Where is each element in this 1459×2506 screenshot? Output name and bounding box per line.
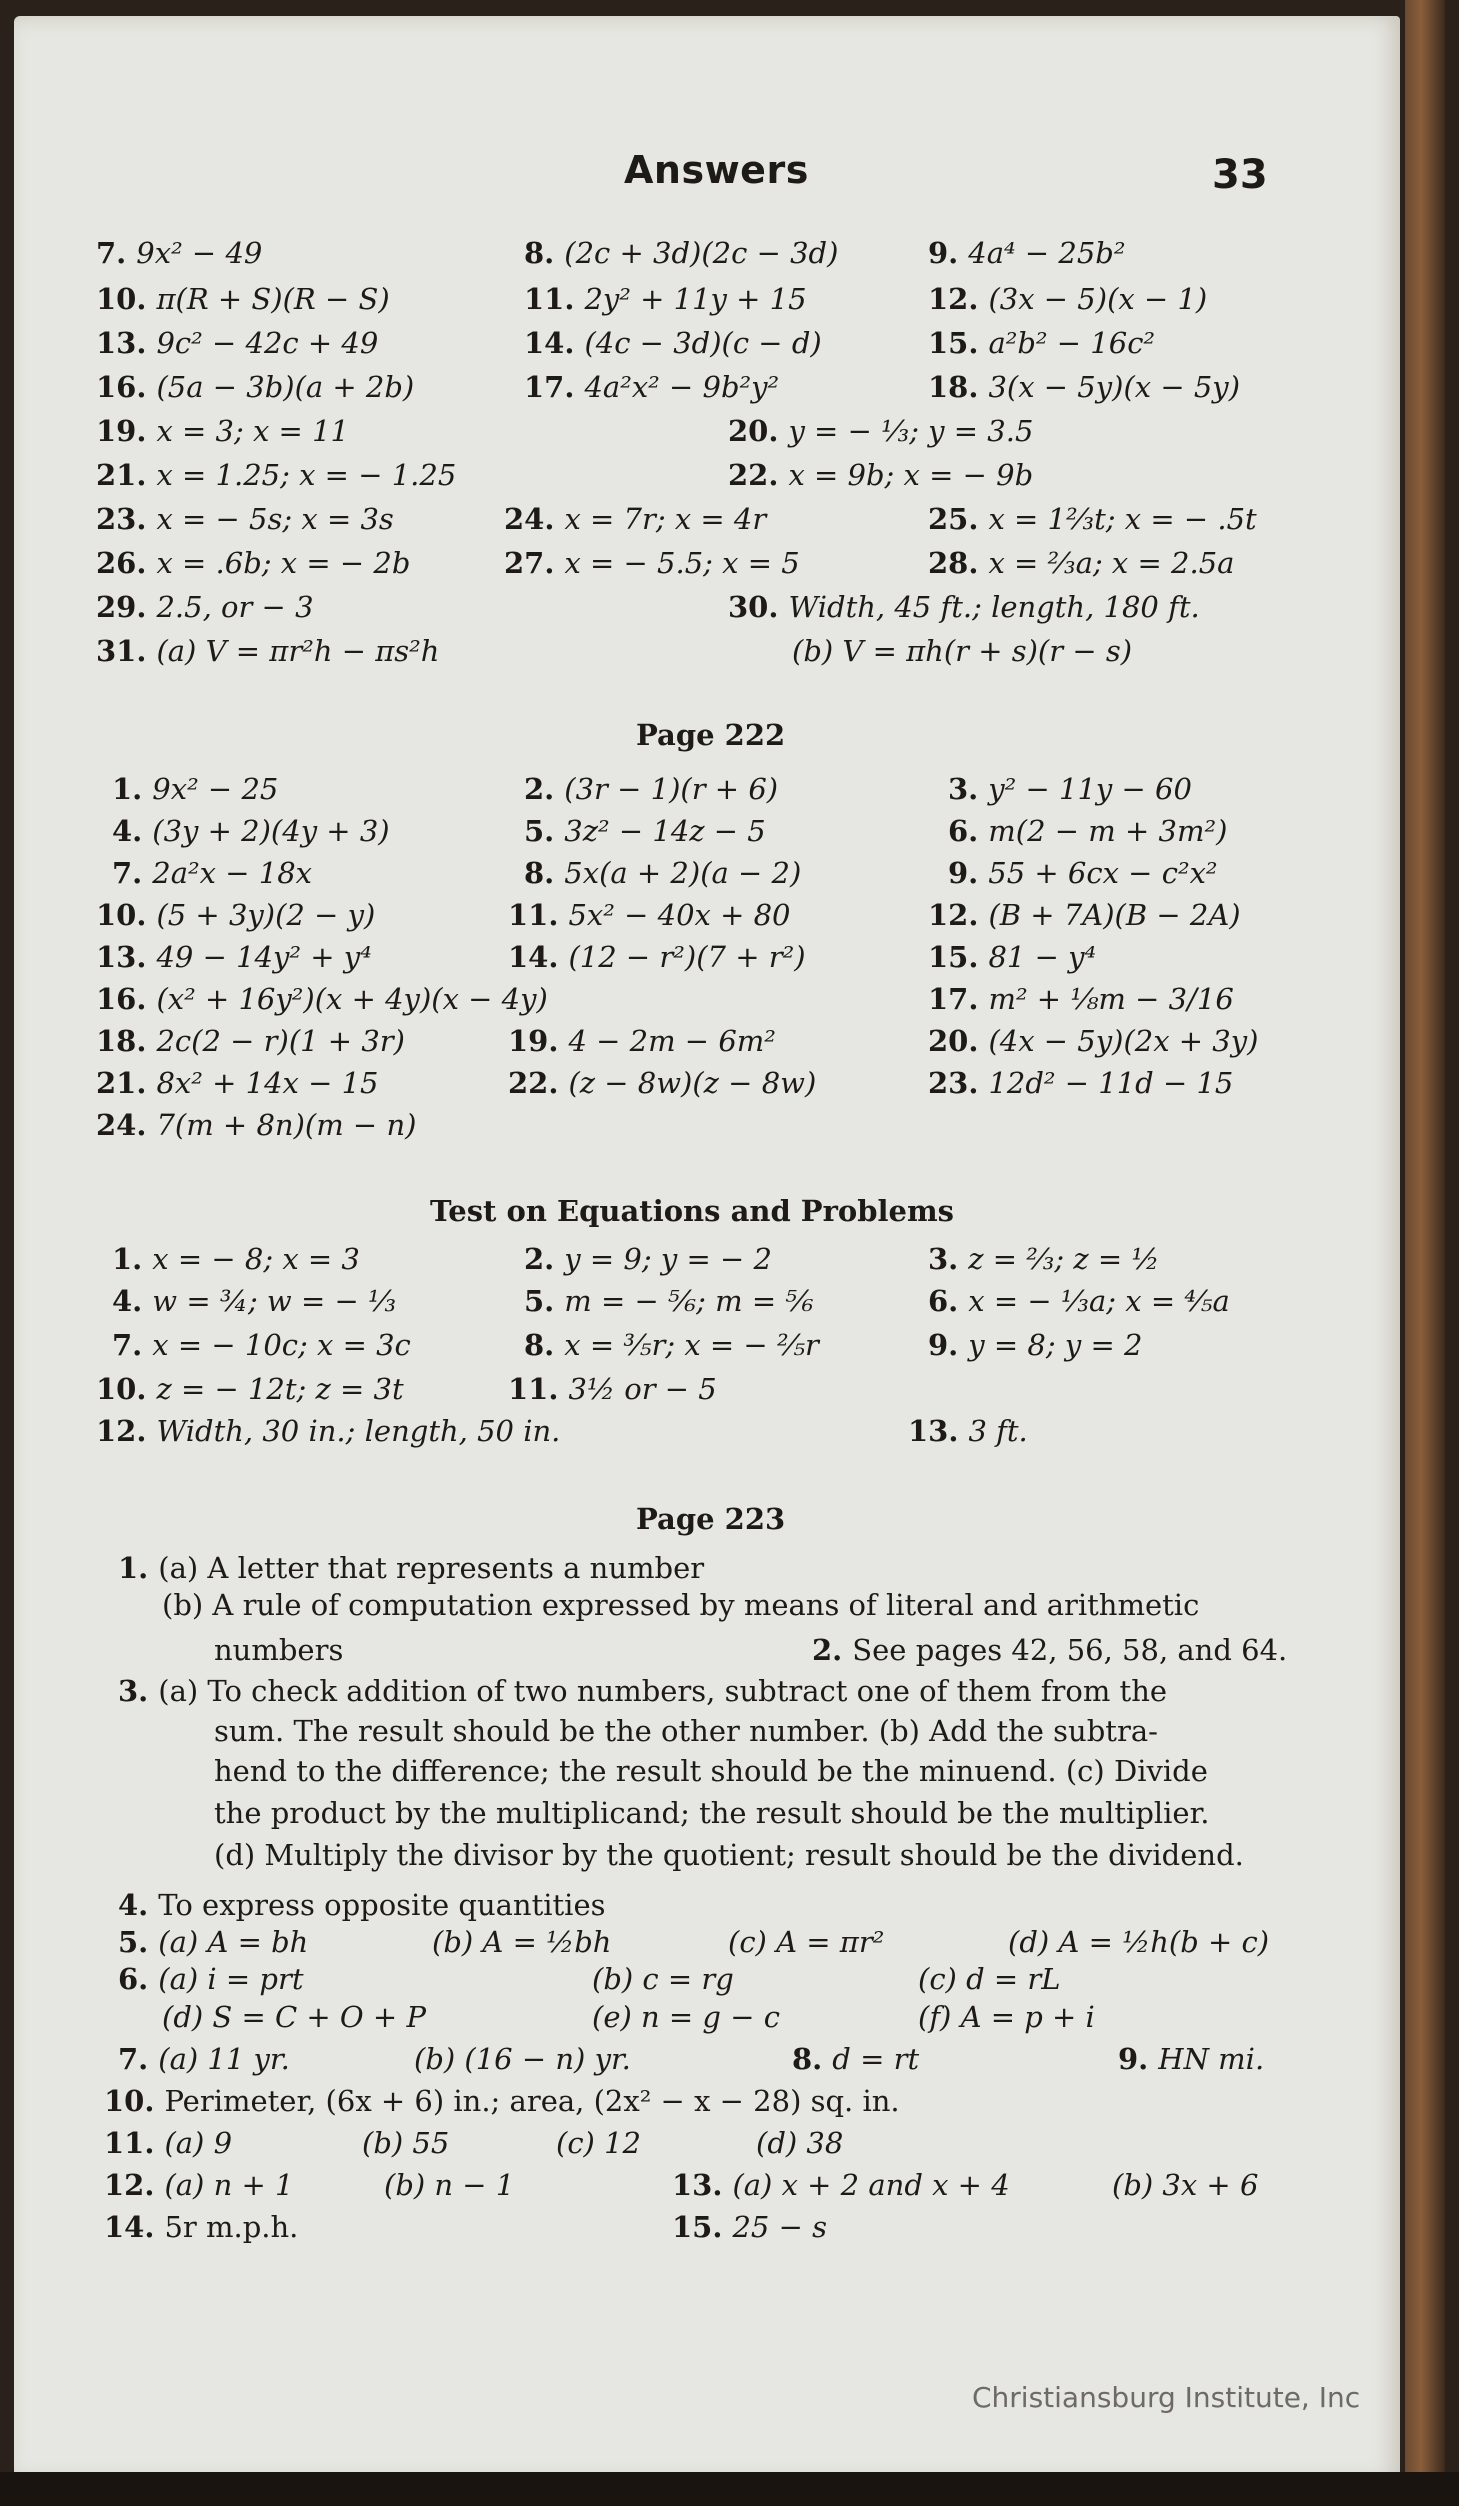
answer-item: 13. 9c² − 42c + 49 — [96, 326, 379, 360]
answer-item: 8. d = rt — [792, 2042, 920, 2076]
answer-item: 18. 2c(2 − r)(1 + 3r) — [96, 1024, 405, 1058]
answer-item: 23. 12d² − 11d − 15 — [928, 1066, 1234, 1100]
answer-item: 30. Width, 45 ft.; length, 180 ft. — [728, 590, 1200, 624]
answer-item: 10. z = − 12t; z = 3t — [96, 1372, 404, 1406]
answer-item: 2. y = 9; y = − 2 — [524, 1242, 772, 1276]
answer-item: 5. 3z² − 14z − 5 — [524, 814, 766, 848]
page-header-title: Answers — [624, 148, 809, 192]
answer-item: 6. (a) i = prt — [118, 1962, 304, 1996]
answer-item: 9. 4a⁴ − 25b² — [928, 236, 1126, 270]
answer-item: 12. (a) n + 1 — [104, 2168, 294, 2202]
answer-item: 7. x = − 10c; x = 3c — [112, 1328, 411, 1362]
answer-item: 11. 2y² + 11y + 15 — [524, 282, 807, 316]
answer-item: 16. (x² + 16y²)(x + 4y)(x − 4y) — [96, 982, 548, 1016]
answer-item: 10. Perimeter, (6x + 6) in.; area, (2x² − x − 28) sq. in. — [104, 2084, 900, 2118]
answer-item: 17. m² + ⅛m − 3/16 — [928, 982, 1234, 1016]
answer-item: (c) 12 — [556, 2126, 641, 2160]
answer-item: 9. y = 8; y = 2 — [928, 1328, 1143, 1362]
answer-item: 20. (4x − 5y)(2x + 3y) — [928, 1024, 1259, 1058]
p223-q3-line5: (d) Multiply the divisor by the quotient; result should be the dividend. — [214, 1838, 1244, 1872]
answer-item: 21. 8x² + 14x − 15 — [96, 1066, 379, 1100]
answer-item: (b) A = ½bh — [432, 1925, 612, 1959]
answer-item: (b) V = πh(r + s)(r − s) — [792, 634, 1133, 668]
answer-item: 13. (a) x + 2 and x + 4 — [672, 2168, 1010, 2202]
p223-q3-line4: the product by the multiplicand; the result should be the multiplier. — [214, 1796, 1210, 1830]
answer-item: 19. x = 3; x = 11 — [96, 414, 349, 448]
answer-item: 1. x = − 8; x = 3 — [112, 1242, 360, 1276]
answer-item: 11. 3½ or − 5 — [508, 1372, 717, 1406]
answer-item: 4. (3y + 2)(4y + 3) — [112, 814, 390, 848]
page-number: 33 — [1212, 152, 1268, 198]
answer-item: (d) 38 — [756, 2126, 844, 2160]
answer-item: (b) (16 − n) yr. — [414, 2042, 631, 2076]
answer-item: (f) A = p + i — [918, 2000, 1095, 2034]
answer-item: 29. 2.5, or − 3 — [96, 590, 314, 624]
answer-item: 3. y² − 11y − 60 — [948, 772, 1192, 806]
answer-item: 8. 5x(a + 2)(a − 2) — [524, 856, 802, 890]
answer-item: 24. x = 7r; x = 4r — [504, 502, 767, 536]
answer-item: 22. x = 9b; x = − 9b — [728, 458, 1034, 492]
page-222-title: Page 222 — [636, 718, 786, 752]
answer-item: 8. (2c + 3d)(2c − 3d) — [524, 236, 839, 270]
answer-item: 15. 25 − s — [672, 2210, 827, 2244]
answer-item: 4. w = ¾; w = − ⅓ — [112, 1284, 397, 1318]
answer-item: (c) d = rL — [918, 1962, 1061, 1996]
answer-item: 1. 9x² − 25 — [112, 772, 279, 806]
answer-item: 9. 55 + 6cx − c²x² — [948, 856, 1218, 890]
answer-item: (d) A = ½h(b + c) — [1008, 1925, 1270, 1959]
answer-item: 7. 2a²x − 18x — [112, 856, 312, 890]
answer-item: 13. 49 − 14y² + y⁴ — [96, 940, 372, 974]
answer-item: 19. 4 − 2m − 6m² — [508, 1024, 776, 1058]
p223-q3-line1: 3. (a) To check addition of two numbers, subtract one of them from the — [118, 1674, 1168, 1708]
p223-q3-line2: sum. The result should be the other number. (b) Add the subtra- — [214, 1714, 1158, 1748]
answer-item: 28. x = ⅔a; x = 2.5a — [928, 546, 1235, 580]
answer-item: 5. m = − ⅚; m = ⅚ — [524, 1284, 814, 1318]
answer-item: 31. (a) V = πr²h − πs²h — [96, 634, 440, 668]
answer-item: 21. x = 1.25; x = − 1.25 — [96, 458, 457, 492]
book-edge — [1405, 0, 1445, 2506]
answer-item: 3. z = ⅔; z = ½ — [928, 1242, 1160, 1276]
answer-item: 11. 5x² − 40x + 80 — [508, 898, 791, 932]
answer-item: 12. (3x − 5)(x − 1) — [928, 282, 1208, 316]
answer-item: 16. (5a − 3b)(a + 2b) — [96, 370, 415, 404]
answer-item: 17. 4a²x² − 9b²y² — [524, 370, 780, 404]
answer-item: (c) A = πr² — [728, 1925, 885, 1959]
answer-item: 2. (3r − 1)(r + 6) — [524, 772, 779, 806]
answer-item: 13. 3 ft. — [908, 1414, 1028, 1448]
answer-item: 15. a²b² − 16c² — [928, 326, 1156, 360]
answer-item: 27. x = − 5.5; x = 5 — [504, 546, 800, 580]
answer-item: 7. 9x² − 49 — [96, 236, 263, 270]
answer-item: 24. 7(m + 8n)(m − n) — [96, 1108, 417, 1142]
answer-item: 10. π(R + S)(R − S) — [96, 282, 390, 316]
answer-item: (b) 55 — [362, 2126, 450, 2160]
answer-item: 14. (4c − 3d)(c − d) — [524, 326, 822, 360]
answer-item: 22. (z − 8w)(z − 8w) — [508, 1066, 817, 1100]
answer-item: 11. (a) 9 — [104, 2126, 233, 2160]
p223-q1a: 1. (a) A letter that represents a number — [118, 1551, 705, 1585]
answer-item: (e) n = g − c — [592, 2000, 780, 2034]
p223-q2: 2. See pages 42, 56, 58, and 64. — [812, 1633, 1288, 1667]
answer-item: 7. (a) 11 yr. — [118, 2042, 290, 2076]
answer-item: 25. x = 1⅔t; x = − .5t — [928, 502, 1257, 536]
answer-item: 14. (12 − r²)(7 + r²) — [508, 940, 806, 974]
answer-item: 6. x = − ⅓a; x = ⅘a — [928, 1284, 1230, 1318]
answer-item: 6. m(2 − m + 3m²) — [948, 814, 1228, 848]
answer-item: 14. 5r m.p.h. — [104, 2210, 299, 2244]
answer-item: 18. 3(x − 5y)(x − 5y) — [928, 370, 1241, 404]
answer-item: 12. Width, 30 in.; length, 50 in. — [96, 1414, 561, 1448]
p223-q4: 4. To express opposite quantities — [118, 1888, 606, 1922]
bottom-shadow — [0, 2472, 1459, 2506]
answer-item: 9. HN mi. — [1118, 2042, 1265, 2076]
answer-item: 10. (5 + 3y)(2 − y) — [96, 898, 376, 932]
answer-item: (b) c = rg — [592, 1962, 734, 1996]
answer-item: 5. (a) A = bh — [118, 1925, 309, 1959]
test-title: Test on Equations and Problems — [430, 1194, 954, 1228]
answer-item: 20. y = − ⅓; y = 3.5 — [728, 414, 1034, 448]
answer-item: 8. x = ⅗r; x = − ⅖r — [524, 1328, 819, 1362]
answer-item: (b) n − 1 — [384, 2168, 515, 2202]
answer-item: (d) S = C + O + P — [162, 2000, 426, 2034]
p223-q1b-line2: numbers — [214, 1633, 344, 1667]
answer-item: 26. x = .6b; x = − 2b — [96, 546, 411, 580]
answer-item: 12. (B + 7A)(B − 2A) — [928, 898, 1241, 932]
answer-item: (b) 3x + 6 — [1112, 2168, 1259, 2202]
p223-q1b-line1: (b) A rule of computation expressed by means of literal and arithmetic — [162, 1588, 1200, 1622]
p223-q3-line3: hend to the difference; the result should be the minuend. (c) Divide — [214, 1754, 1208, 1788]
answer-item: 23. x = − 5s; x = 3s — [96, 502, 394, 536]
answer-item: 15. 81 − y⁴ — [928, 940, 1097, 974]
watermark: Christiansburg Institute, Inc — [972, 2381, 1361, 2414]
page-223-title: Page 223 — [636, 1502, 786, 1536]
